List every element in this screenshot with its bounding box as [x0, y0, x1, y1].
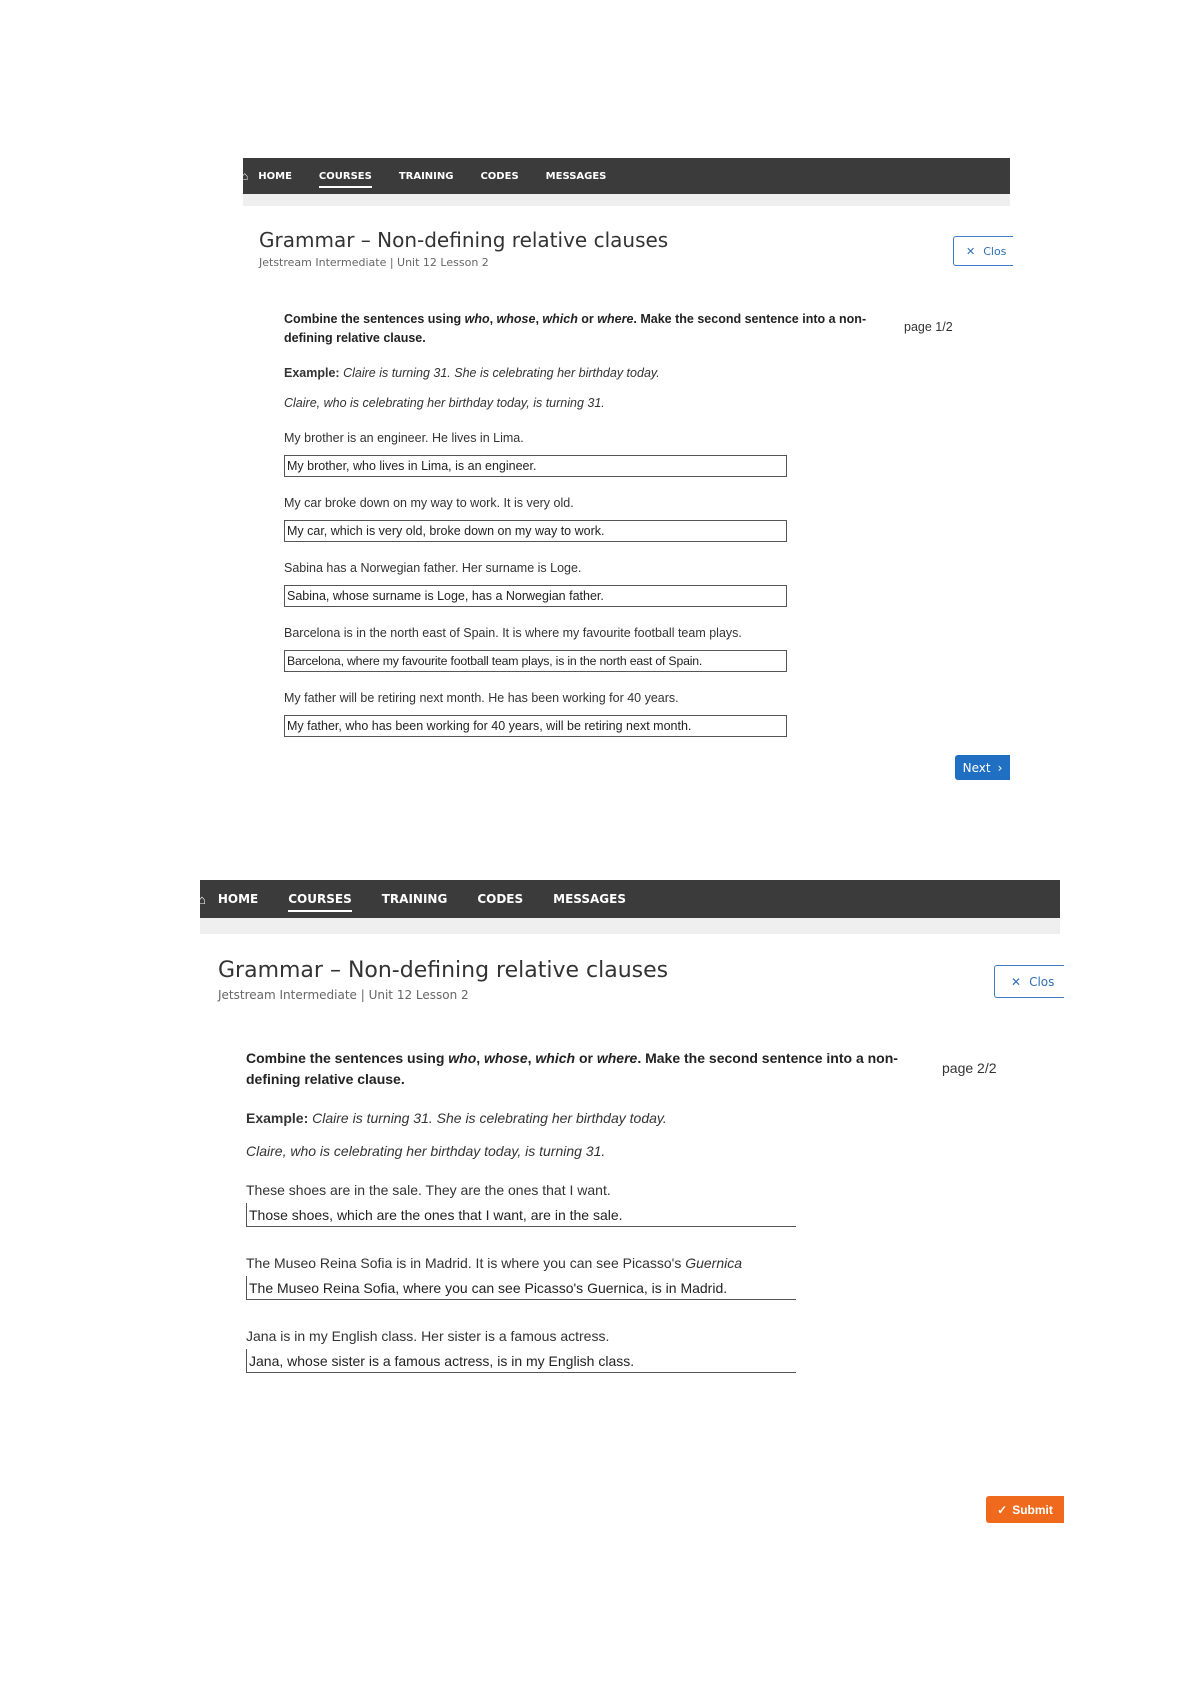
page-subtitle: Jetstream Intermediate | Unit 12 Lesson 2 — [259, 256, 489, 269]
submit-label: Submit — [1012, 1502, 1053, 1517]
nav-messages[interactable]: MESSAGES — [553, 892, 626, 906]
close-icon: ✕ — [966, 244, 976, 258]
next-label: Next — [962, 760, 991, 775]
answer-input-4[interactable]: Barcelona, where my favourite football team plays, is in the north east of Spain. — [284, 650, 787, 672]
answer-input-3[interactable]: Sabina, whose surname is Loge, has a Norwegian father. — [284, 585, 787, 607]
page-title: Grammar – Non-defining relative clauses — [259, 228, 669, 252]
answer-input-1[interactable]: Those shoes, which are the ones that I want, are in the sale. — [246, 1203, 796, 1227]
nav-training[interactable]: TRAINING — [381, 892, 448, 906]
page-indicator: page 2/2 — [942, 1060, 997, 1076]
example-answer: Claire, who is celebrating her birthday today, is turning 31. — [246, 1143, 606, 1159]
question-prompt-2: My car broke down on my way to work. It is very old. — [284, 496, 574, 510]
example-sentence: Claire is turning 31. She is celebrating her birthday today. — [312, 1110, 667, 1126]
top-nav — [200, 880, 1060, 918]
close-button[interactable] — [953, 236, 1013, 266]
example — [246, 1110, 667, 1126]
screenshot-page-1 — [243, 158, 1010, 798]
nav-training[interactable]: TRAINING — [398, 170, 454, 182]
header-strip — [200, 918, 1060, 934]
page-title: Grammar – Non-defining relative clauses — [218, 958, 669, 983]
nav-messages[interactable]: MESSAGES — [545, 170, 607, 182]
submit-button[interactable] — [986, 1496, 1064, 1523]
question-prompt-2: The Museo Reina Sofia is in Madrid. It is where you can see Picasso's Guernica — [246, 1255, 743, 1271]
answer-input-2[interactable]: The Museo Reina Sofia, where you can see Picasso's Guernica, is in Madrid. — [246, 1276, 796, 1300]
question-prompt-1: These shoes are in the sale. They are the ones that I want. — [246, 1182, 611, 1198]
close-label: Clos — [1029, 974, 1055, 989]
example-label: Example: — [246, 1110, 309, 1126]
example-sentence: Claire is turning 31. She is celebrating her birthday today. — [343, 366, 660, 380]
answer-input-2[interactable]: My car, which is very old, broke down on my way to work. — [284, 520, 787, 542]
question-prompt-4: Barcelona is in the north east of Spain. It is where my favourite football team plays. — [284, 626, 742, 640]
question-prompt-1: My brother is an engineer. He lives in Lima. — [284, 431, 524, 445]
nav-courses[interactable]: COURSES — [288, 892, 352, 906]
example-label: Example: — [284, 366, 340, 380]
page-subtitle: Jetstream Intermediate | Unit 12 Lesson 2 — [218, 988, 469, 1002]
example-answer: Claire, who is celebrating her birthday today, is turning 31. — [284, 396, 605, 410]
top-nav — [243, 158, 1010, 194]
question-prompt-3: Jana is in my English class. Her sister is a famous actress. — [246, 1328, 610, 1344]
home-icon[interactable]: ⌂ — [198, 891, 206, 907]
nav-home[interactable]: HOME — [217, 892, 259, 906]
header-strip — [243, 194, 1010, 206]
close-icon: ✕ — [1011, 974, 1022, 989]
home-icon[interactable]: ⌂ — [241, 169, 249, 183]
close-label: Clos — [983, 244, 1007, 258]
nav-codes[interactable]: CODES — [480, 170, 519, 182]
answer-input-1[interactable]: My brother, who lives in Lima, is an engineer. — [284, 455, 787, 477]
page-indicator: page 1/2 — [904, 320, 953, 334]
chevron-right-icon: › — [997, 760, 1003, 775]
nav-home[interactable]: HOME — [258, 170, 292, 182]
next-button[interactable] — [955, 755, 1010, 780]
answer-input-3[interactable]: Jana, whose sister is a famous actress, is in my English class. — [246, 1349, 796, 1373]
instructions: Combine the sentences using who, whose, which or where. Make the second sentence into a non-defining relative clause. — [284, 312, 867, 345]
question-prompt-3: Sabina has a Norwegian father. Her surname is Loge. — [284, 561, 582, 575]
close-button[interactable] — [994, 965, 1064, 998]
screenshot-page-2 — [200, 880, 1060, 1530]
question-prompt-5: My father will be retiring next month. He has been working for 40 years. — [284, 691, 679, 705]
example — [284, 366, 660, 380]
instructions: Combine the sentences using who, whose, which or where. Make the second sentence into a non-defining relative clause. — [246, 1050, 898, 1087]
nav-courses[interactable]: COURSES — [318, 170, 372, 182]
answer-input-5[interactable]: My father, who has been working for 40 years, will be retiring next month. — [284, 715, 787, 737]
check-icon: ✓ — [997, 1502, 1008, 1517]
nav-codes[interactable]: CODES — [477, 892, 524, 906]
